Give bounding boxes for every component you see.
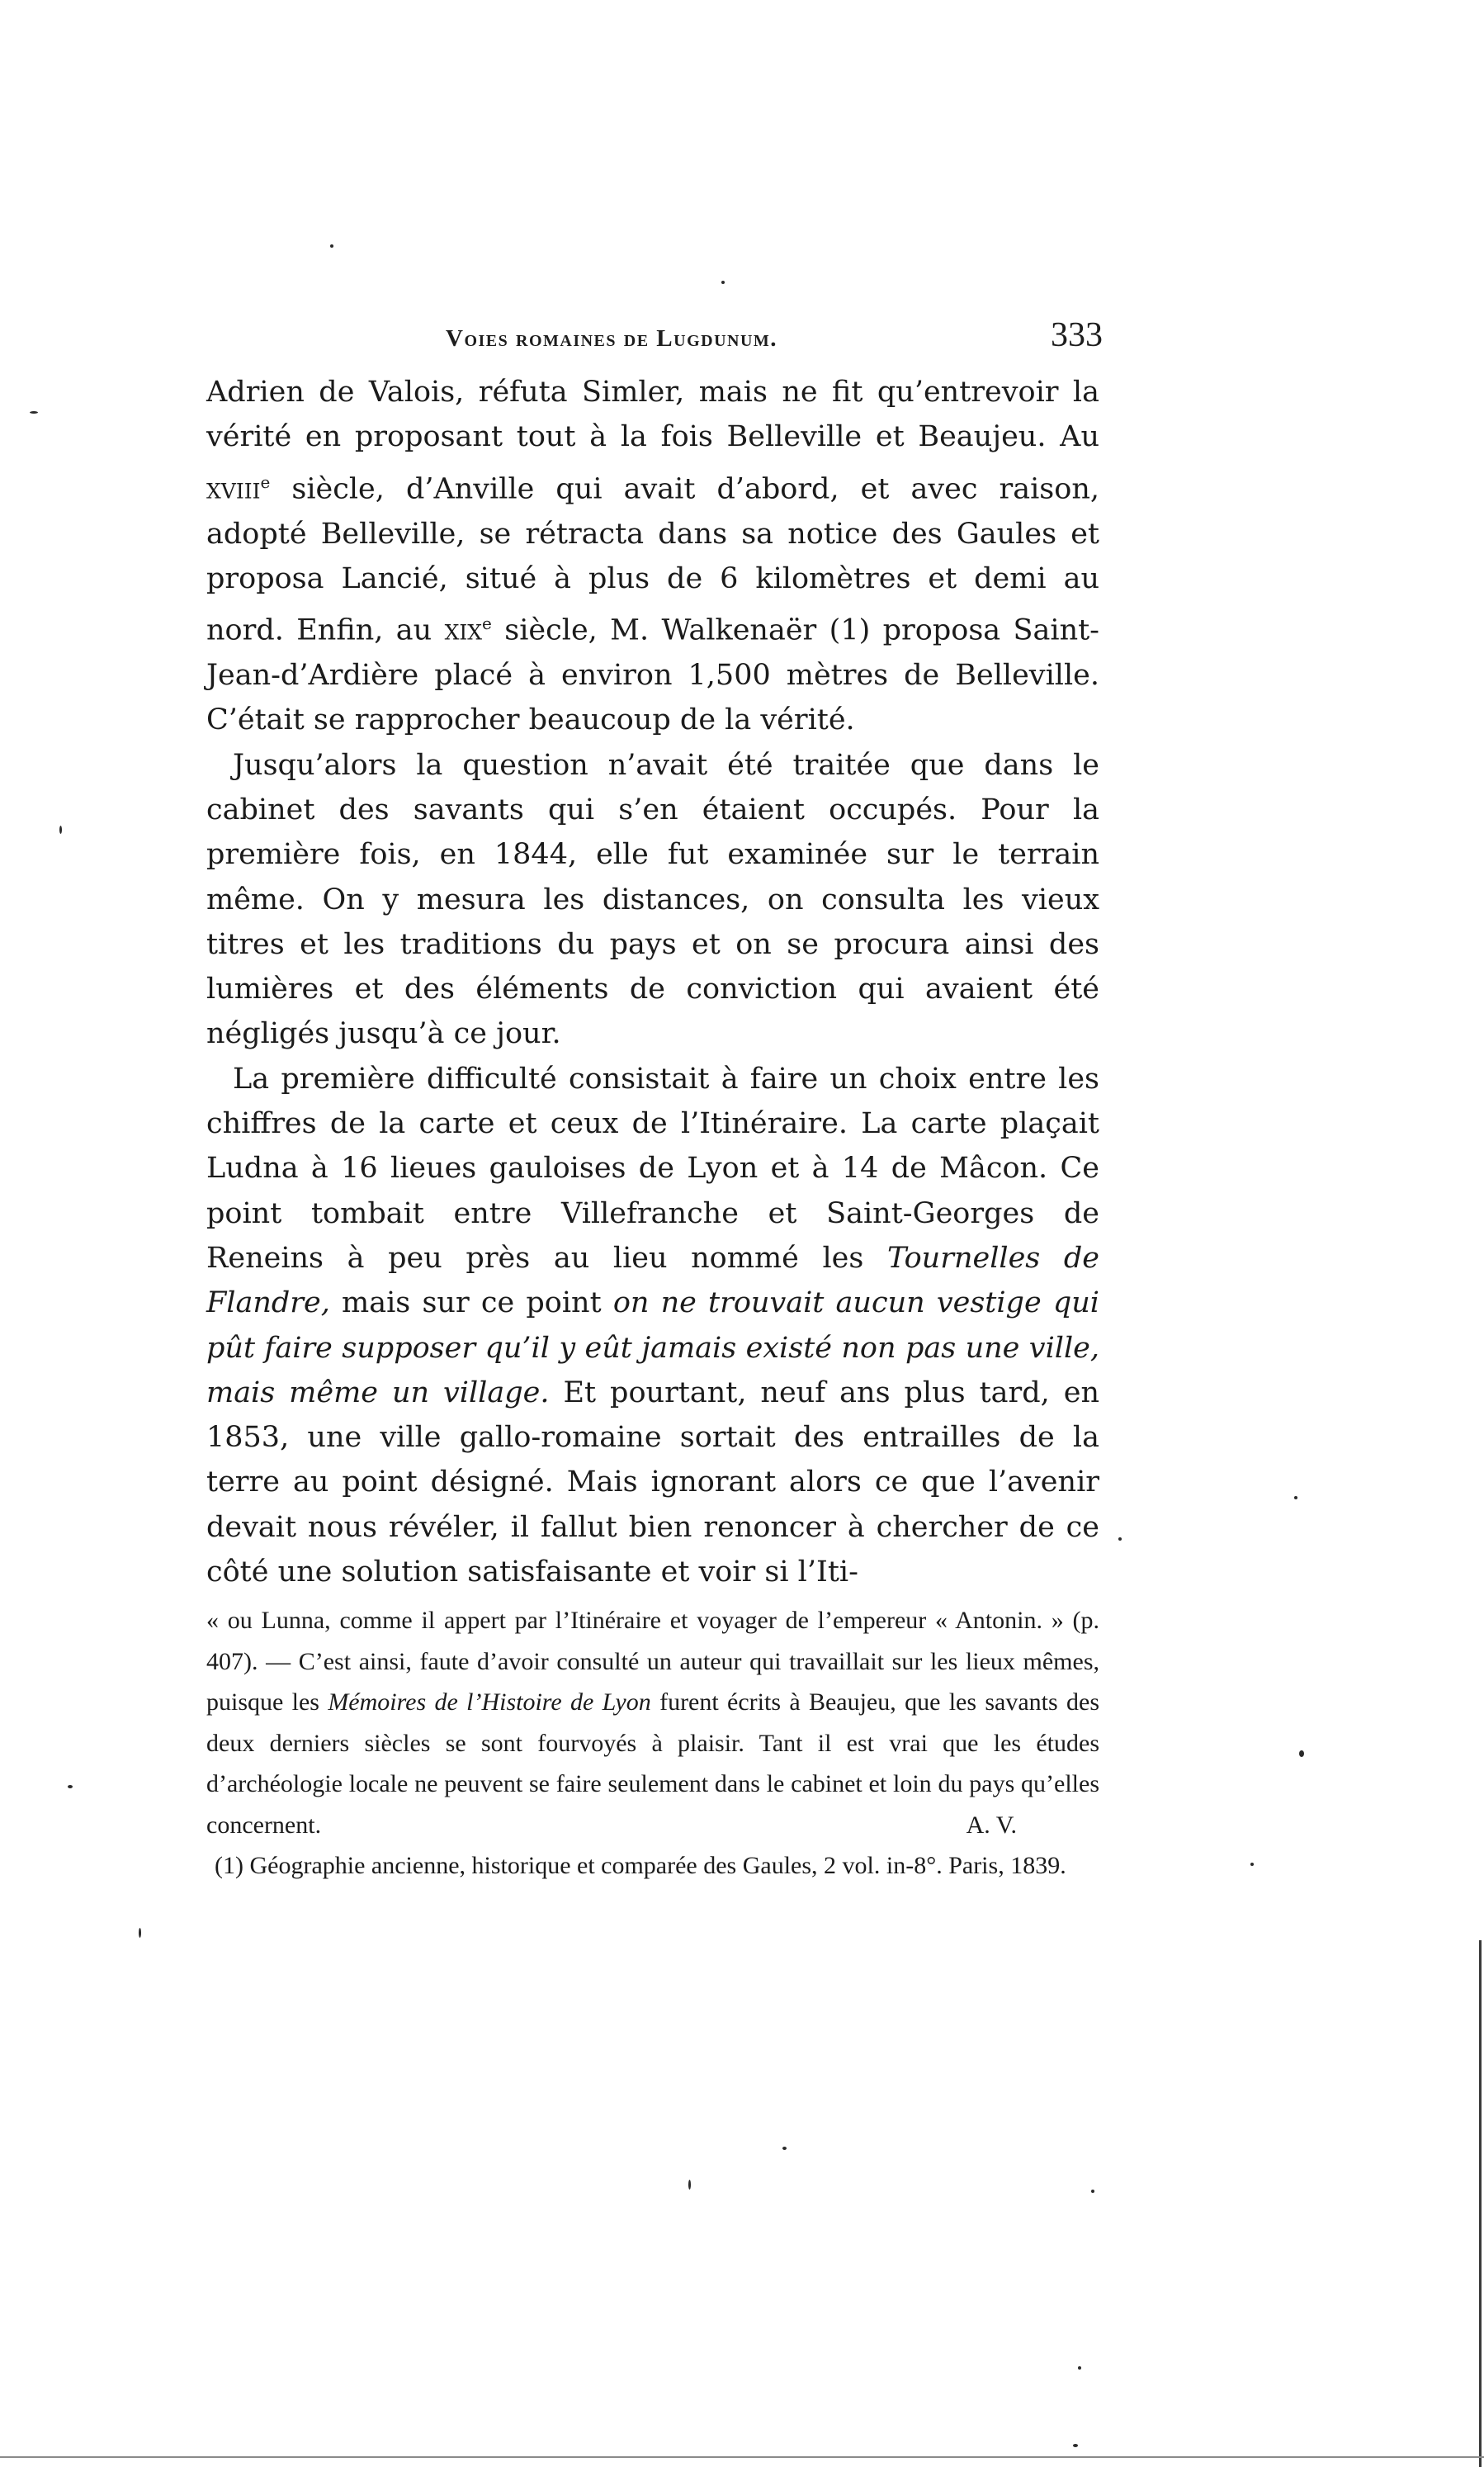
scan-speck [30,411,38,414]
footnotes [206,1600,1099,1887]
scan-speck [1078,2366,1081,2370]
scan-speck [59,826,62,834]
paragraph-3 [206,1057,1099,1595]
scan-speck [330,244,333,248]
scan-speck [68,1785,73,1788]
footnote-1-number: (1) [215,1852,243,1879]
page-number: 333 [1051,316,1103,354]
p1-text-b: siècle, d’Anville qui avait d’abord, et avec raison, adopté Belleville, se rétracta dans sa notice des Gaules et proposa Lancié, situé à plus de 6 kilomètres et demi au nord. Enfin, au [206,472,1099,647]
scan-speck [1073,2444,1078,2447]
p3-italic-place: Tournelles de Flandre, [206,1241,1099,1320]
p3-text-c: Et pourtant, neuf ans plus tard, en 1853, une ville gallo-romaine sortait des entrailles de la terre au point désigné. Mais ignorant alors ce que l’avenir devait nous révéler, il fallut bien renoncer à chercher de ce côté une solution satisfaisante et voir si l’Iti- [206,1376,1099,1589]
century-19: xix [444,613,483,647]
p3-text-a: La première difficulté consistait à faire un choix entre les chiffres de la carte et ceux de l’Itinéraire. La carte plaçait Ludna à 16 lieues gauloises de Lyon et à 14 de Mâcon. Ce point tombait entre Villefranche et Saint-Georges de Reneins à peu près au lieu nommé les [206,1062,1099,1275]
footnote-1-text: Géographie ancienne, historique et comparée des Gaules, 2 vol. in-8°. Paris, 1839. [243,1852,1066,1879]
scan-speck [1250,1863,1254,1866]
scan-speck [782,2147,787,2150]
footnote-italic-title: Mémoires de l’Histoire de Lyon [328,1688,651,1716]
scan-speck [721,281,725,284]
running-title: Voies romaines de Lugdunum. [446,325,778,352]
scan-edge-right [1479,1940,1482,2467]
paragraph-2: Jusqu’alors la question n’avait été traitée que dans le cabinet des savants qui s’en étaient occupés. Pour la première fois, en 1844, elle fut examinée sur le terrain même. On y mesura les distances, on consulta les vieux titres et les traditions du pays et on se procura ainsi des lumières et des éléments de conviction qui avaient été négligés jusqu’à ce jour. [206,748,1099,1051]
page-header [206,315,1103,365]
century-18-sup: e [260,471,271,492]
footnote-1 [206,1845,1099,1887]
footnote-text-a: « ou Lunna, comme il appert par l’Itinéraire et voyager de l’empereur « Antonin. » (p. 407). — C’est ainsi, faute d’avoir consulté un auteur qui travaillait sur les lieux mêmes, puisque les [206,1607,1099,1716]
p1-text-c: siècle, M. Walkenaër (1) proposa Saint-Jean-d’Ardière placé à environ 1,500 mètres de Belleville. C’était se rapprocher beaucoup de la vérité. [206,613,1100,737]
main-text [206,370,1099,1594]
footnote-continued [206,1600,1099,1845]
century-18: xviii [206,472,261,506]
century-19-sup: e [482,613,492,634]
footnote-signature: A. V. [966,1811,1017,1839]
footnote-text-b: furent écrits à Beaujeu, que les savants des deux derniers siècles se sont fourvoyés à plaisir. Tant il est vrai que les études d’archéologie locale ne peuvent se faire seulement dans le cabinet et loin du pays qu’elles concernent. [206,1688,1099,1839]
scan-speck [1118,1537,1122,1541]
scan-speck [688,2180,691,2190]
scan-edge-bottom [0,2456,1484,2458]
scan-speck [139,1928,141,1938]
scan-speck [1091,2190,1094,2193]
p3-italic-quote: on ne trouvait aucun vestige qui pût faire supposer qu’il y eût jamais existé non pas une ville, mais même un village. [206,1286,1099,1409]
scan-speck [1299,1750,1304,1757]
p3-text-b: mais sur ce point [329,1286,613,1320]
paragraph-1 [206,370,1099,743]
p1-text-a: Adrien de Valois, réfuta Simler, mais ne fit qu’entrevoir la vérité en proposant tout à la fois Belleville et Beaujeu. Au [206,376,1099,454]
scan-speck [1294,1496,1297,1499]
